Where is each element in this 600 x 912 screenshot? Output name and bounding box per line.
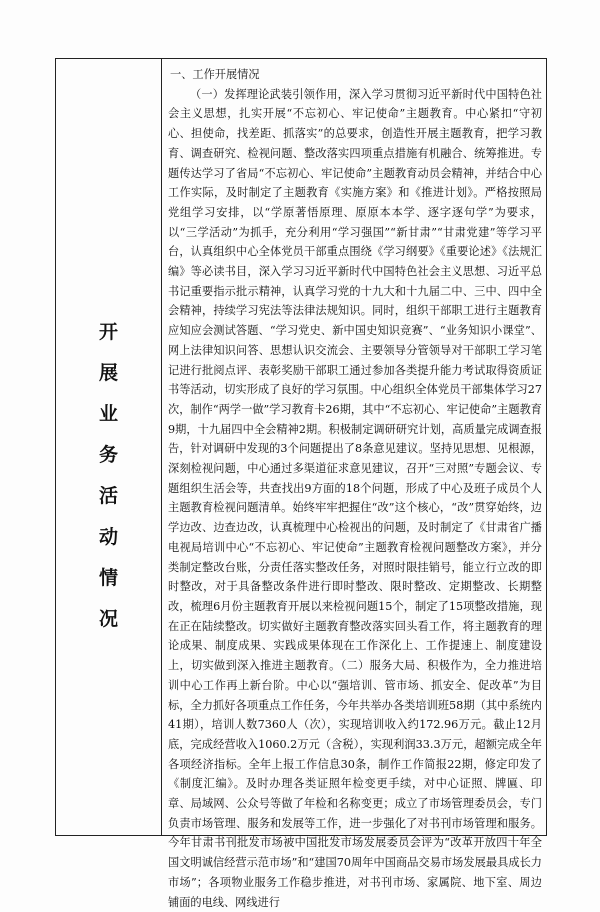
row-label-char: 情 bbox=[98, 567, 118, 589]
row-label-char: 况 bbox=[98, 608, 118, 630]
column-divider bbox=[161, 59, 162, 835]
form-table bbox=[55, 58, 547, 909]
row-label-char: 开 bbox=[98, 321, 118, 343]
row-label-cell bbox=[56, 59, 161, 835]
section-heading: 一、工作开展情况 bbox=[170, 68, 260, 81]
row-label-char: 展 bbox=[98, 362, 118, 384]
row-label-char: 业 bbox=[98, 403, 118, 425]
row-label-char: 务 bbox=[98, 444, 118, 466]
content-cell bbox=[168, 65, 542, 912]
row-label-char: 活 bbox=[98, 485, 118, 507]
body-paragraph: （一）发挥理论武装引领作用，深入学习贯彻习近平新时代中国特色社会主义思想，扎实开展“不忘初心、牢记使命”主题教育。中心紧扣“守初心、担使命，找差距、抓落实”的总要求，创造性开展主题教育，把学习教育、调查研究、检视问题、整改落实四项重点措施有机融合、统筹推进。专题传达学习了省局“不忘初心、牢记使命”主题教育动员会精神，并结合中心工作实际，及时制定了主题教育《实施方案》和《推进计划》。严格按照局党组学习安排，以“学原著悟原理、原原本本学、逐字逐句学”为要求，以“三学活动”为抓手，充分利用“学习强国”“新甘肃”“甘肃党建”等学习平台，认真组织中心全体党员干部重点围绕《学习纲要》《重要论述》《法规汇编》等必读书目，深入学习习近平新时代中国特色社会主义思想、习近平总书记重要指示批示精神，认真学习党的十九大和十九届二中、三中、四中全会精神，持续学习宪法等法律法规知识。同时，组织干部职工进行主题教育应知应会测试答题、“学习党史、新中国史知识竞赛”、“业务知识小课堂”、网上法律知识问答、思想认识交流会、主要领导分管领导对干部职工学习笔记进行批阅点评、表彰奖励干部职工通过参加各类提升能力考试取得资质证书等活动，切实形成了良好的学习氛围。中心组织全体党员干部集体学习27次，制作“两学一做”学习教育卡26期，其中“不忘初心、牢记使命”主题教育9期，十九届四中全会精神2期。积极制定调研研究计划，高质量完成调查报告，针对调研中发现的3个问题提出了8条意见建议。坚持见思想、见根源，深刻检视问题，中心通过多渠道征求意见建议，召开“三对照”专题会议、专题组织生活会等，共查找出9方面的18个问题，形成了中心及班子成员个人主题教育检视问题清单。始终牢牢把握住“改”这个核心，“改”贯穿始终，边学边改、边查边改，认真梳理中心检视出的问题，及时制定了《甘肃省广播电视局培训中心“不忘初心、牢记使命”主题教育检视问题整改方案》，并分类制定整改台账，分责任落实整改任务，对照时限挂销号，能立行立改的即时整改，对于具备整改条件进行即时整改、限时整改、定期整改、长期整改，梳理6月份主题教育开展以来检视问题15个，制定了15项整改措施，现在正在陆续整改。切实做好主题教育整改落实回头看工作，将主题教育的理论成果、制度成果、实践成果体现在工作深化上、工作提速上、制度建设上，切实做到深入推进主题教育。（二）服务大局、积极作为，全力推进培训中心工作再上新台阶。中心以“强培训、管市场、抓安全、促改革”为目标，全力抓好各项重点工作任务，今年共举办各类培训班58期（其中系统内41期），培训人数7360人（次），实现培训收入约172.96万元。截止12月底，完成经营收入1060.2万元（含税），实现利润33.3万元，超额完成全年各项经济指标。全年上报工作信息30条，制作工作简报22期，修定印发了《制度汇编》。及时办理各类证照年检变更手续，对中心证照、牌匾、印章、局域网、公众号等做了年检和名称变更；成立了市场管理委员会，专门负责市场管理、服务和发展等工作，进一步强化了对书刊市场管理和服务。今年甘肃书刊批发市场被中国批发市场发展委员会评为“改革开放四十年全国文明诚信经营示范市场”和“建国70周年中国商品交易市场发展最具成长力市场”；各项物业服务工作稳步推进，对书刊市场、家属院、地下室、周边铺面的电线、网线进行 bbox=[168, 87, 542, 909]
row-label-char: 动 bbox=[98, 526, 118, 548]
